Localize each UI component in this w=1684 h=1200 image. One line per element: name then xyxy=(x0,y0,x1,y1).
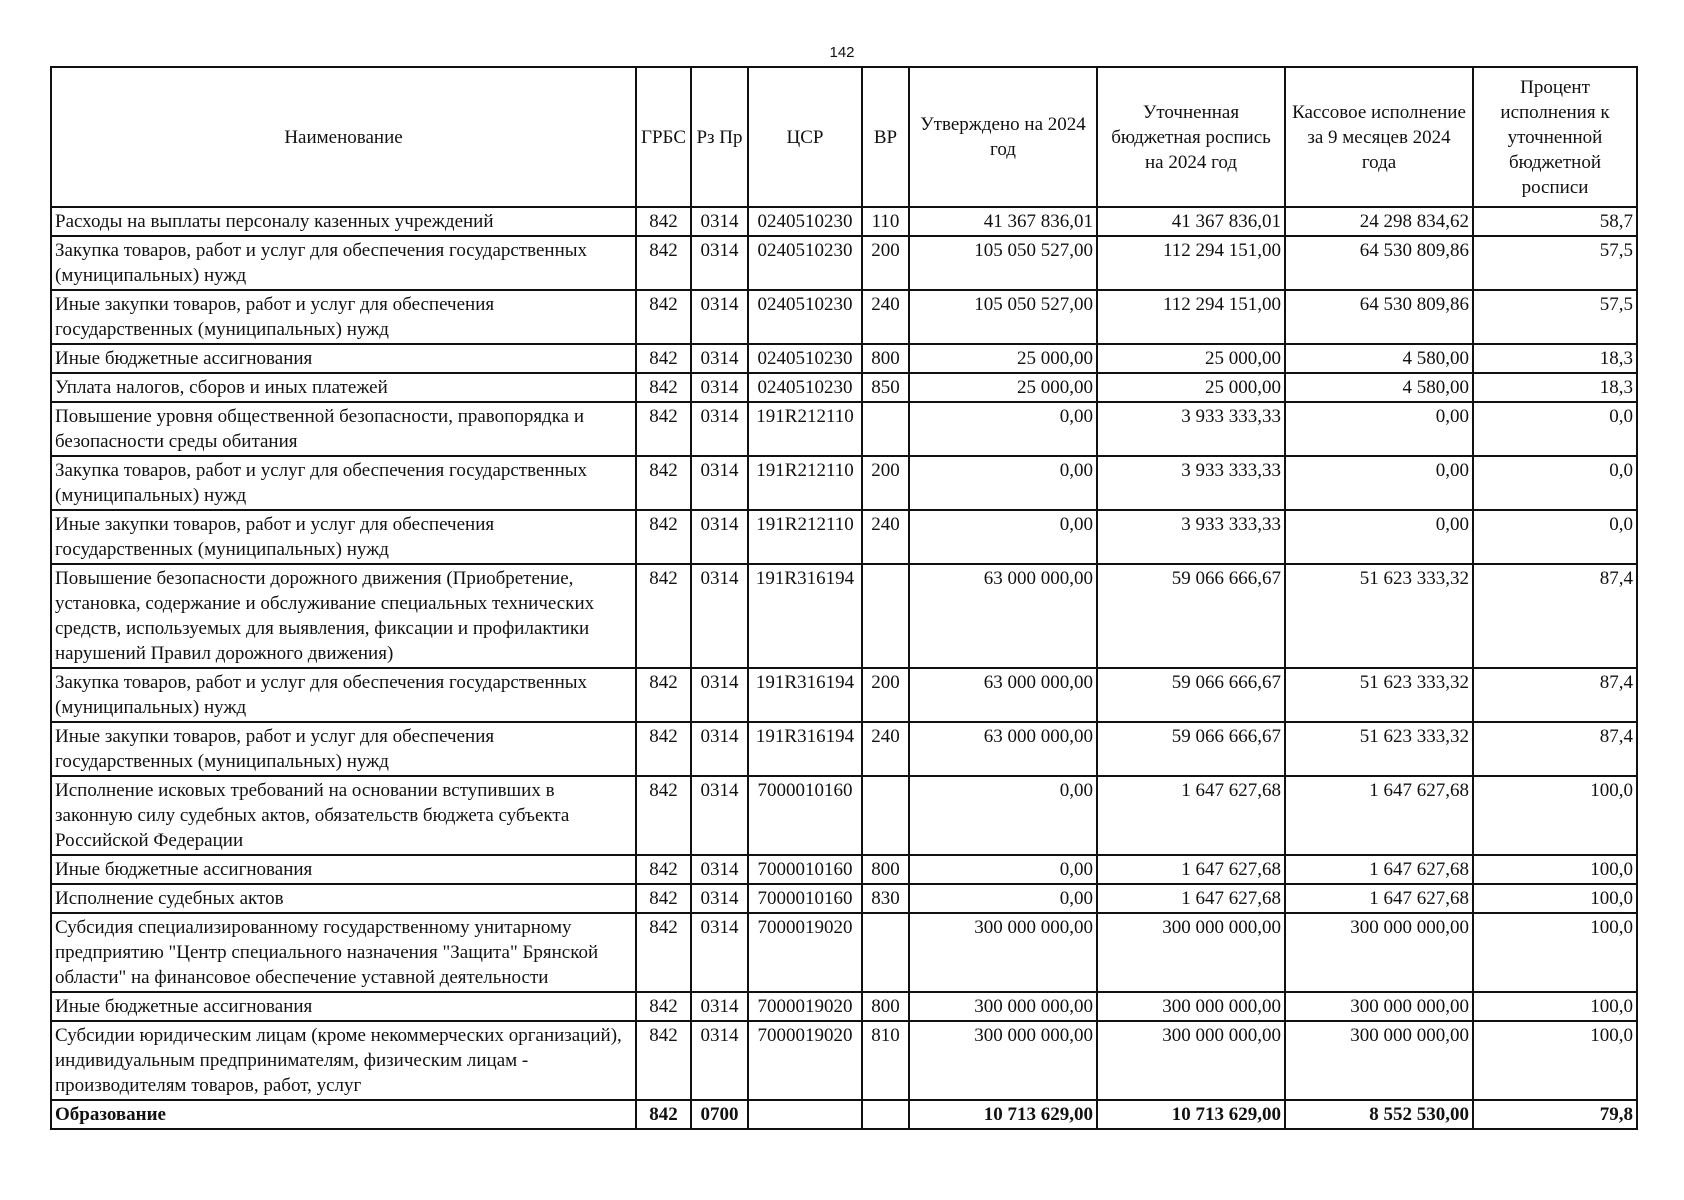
cell-refined: 300 000 000,00 xyxy=(1097,992,1285,1021)
cell-approved: 105 050 527,00 xyxy=(909,290,1097,344)
header-approved: Утверждено на 2024 год xyxy=(909,67,1097,207)
header-vr: ВР xyxy=(862,67,909,207)
cell-cash: 51 623 333,32 xyxy=(1285,722,1473,776)
table-row xyxy=(51,564,1637,668)
cell-rzpr: 0314 xyxy=(691,510,748,564)
cell-cash: 300 000 000,00 xyxy=(1285,1021,1473,1100)
cell-csr: 7000019020 xyxy=(748,1021,862,1100)
cell-vr: 110 xyxy=(862,207,909,236)
cell-csr: 7000010160 xyxy=(748,776,862,855)
cell-grbs: 842 xyxy=(636,290,691,344)
cell-refined: 59 066 666,67 xyxy=(1097,668,1285,722)
table-row xyxy=(51,776,1637,855)
cell-percent: 87,4 xyxy=(1473,722,1637,776)
cell-cash: 64 530 809,86 xyxy=(1285,236,1473,290)
cell-grbs: 842 xyxy=(636,1100,691,1129)
cell-vr: 830 xyxy=(862,884,909,913)
cell-percent: 57,5 xyxy=(1473,290,1637,344)
cell-name: Субсидии юридическим лицам (кроме некоммерческих организаций), индивидуальным предпринимателям, физическим лицам - производителям товаров, работ, услуг xyxy=(51,1021,636,1100)
cell-refined: 25 000,00 xyxy=(1097,344,1285,373)
cell-rzpr: 0314 xyxy=(691,1021,748,1100)
table-row xyxy=(51,884,1637,913)
cell-rzpr: 0314 xyxy=(691,236,748,290)
cell-cash: 24 298 834,62 xyxy=(1285,207,1473,236)
cell-refined: 112 294 151,00 xyxy=(1097,236,1285,290)
cell-csr xyxy=(748,1100,862,1129)
cell-refined: 300 000 000,00 xyxy=(1097,1021,1285,1100)
cell-approved: 10 713 629,00 xyxy=(909,1100,1097,1129)
cell-vr xyxy=(862,1100,909,1129)
cell-grbs: 842 xyxy=(636,344,691,373)
table-row xyxy=(51,456,1637,510)
cell-refined: 3 933 333,33 xyxy=(1097,402,1285,456)
cell-percent: 0,0 xyxy=(1473,402,1637,456)
cell-grbs: 842 xyxy=(636,722,691,776)
cell-refined: 59 066 666,67 xyxy=(1097,722,1285,776)
cell-approved: 63 000 000,00 xyxy=(909,564,1097,668)
cell-name: Уплата налогов, сборов и иных платежей xyxy=(51,373,636,402)
table-row xyxy=(51,722,1637,776)
cell-name: Иные закупки товаров, работ и услуг для обеспечения государственных (муниципальных) нужд xyxy=(51,722,636,776)
cell-name: Исполнение судебных актов xyxy=(51,884,636,913)
table-row xyxy=(51,290,1637,344)
page-number: 142 xyxy=(829,44,855,61)
cell-cash: 300 000 000,00 xyxy=(1285,992,1473,1021)
cell-csr: 191R316194 xyxy=(748,668,862,722)
cell-grbs: 842 xyxy=(636,992,691,1021)
cell-approved: 105 050 527,00 xyxy=(909,236,1097,290)
cell-grbs: 842 xyxy=(636,456,691,510)
cell-rzpr: 0314 xyxy=(691,722,748,776)
table-row xyxy=(51,236,1637,290)
cell-rzpr: 0314 xyxy=(691,290,748,344)
cell-rzpr: 0314 xyxy=(691,776,748,855)
cell-name: Закупка товаров, работ и услуг для обеспечения государственных (муниципальных) нужд xyxy=(51,456,636,510)
cell-refined: 3 933 333,33 xyxy=(1097,456,1285,510)
cell-csr: 191R212110 xyxy=(748,402,862,456)
cell-grbs: 842 xyxy=(636,855,691,884)
cell-refined: 1 647 627,68 xyxy=(1097,855,1285,884)
cell-grbs: 842 xyxy=(636,884,691,913)
cell-grbs: 842 xyxy=(636,1021,691,1100)
cell-percent: 79,8 xyxy=(1473,1100,1637,1129)
cell-csr: 0240510230 xyxy=(748,344,862,373)
table-row xyxy=(51,913,1637,992)
cell-csr: 7000010160 xyxy=(748,855,862,884)
cell-refined: 112 294 151,00 xyxy=(1097,290,1285,344)
cell-refined: 41 367 836,01 xyxy=(1097,207,1285,236)
cell-cash: 51 623 333,32 xyxy=(1285,668,1473,722)
cell-approved: 63 000 000,00 xyxy=(909,722,1097,776)
cell-approved: 300 000 000,00 xyxy=(909,1021,1097,1100)
cell-percent: 100,0 xyxy=(1473,855,1637,884)
cell-vr: 240 xyxy=(862,722,909,776)
cell-cash: 1 647 627,68 xyxy=(1285,855,1473,884)
cell-rzpr: 0314 xyxy=(691,564,748,668)
cell-cash: 8 552 530,00 xyxy=(1285,1100,1473,1129)
cell-refined: 3 933 333,33 xyxy=(1097,510,1285,564)
cell-name: Повышение безопасности дорожного движения (Приобретение, установка, содержание и обслуживание специальных технических средств, используемых для выявления, фиксации и профилактики нарушений Правил дорожного движения) xyxy=(51,564,636,668)
cell-grbs: 842 xyxy=(636,668,691,722)
cell-refined: 59 066 666,67 xyxy=(1097,564,1285,668)
cell-csr: 191R212110 xyxy=(748,510,862,564)
cell-rzpr: 0314 xyxy=(691,668,748,722)
cell-approved: 0,00 xyxy=(909,402,1097,456)
cell-approved: 0,00 xyxy=(909,855,1097,884)
cell-percent: 100,0 xyxy=(1473,992,1637,1021)
cell-csr: 191R316194 xyxy=(748,722,862,776)
cell-cash: 0,00 xyxy=(1285,402,1473,456)
table-row xyxy=(51,207,1637,236)
cell-cash: 300 000 000,00 xyxy=(1285,913,1473,992)
cell-rzpr: 0314 xyxy=(691,402,748,456)
cell-rzpr: 0314 xyxy=(691,992,748,1021)
cell-refined: 1 647 627,68 xyxy=(1097,776,1285,855)
cell-grbs: 842 xyxy=(636,510,691,564)
cell-cash: 4 580,00 xyxy=(1285,373,1473,402)
cell-vr: 200 xyxy=(862,456,909,510)
cell-rzpr: 0314 xyxy=(691,855,748,884)
cell-cash: 64 530 809,86 xyxy=(1285,290,1473,344)
cell-name: Иные бюджетные ассигнования xyxy=(51,344,636,373)
cell-name: Закупка товаров, работ и услуг для обеспечения государственных (муниципальных) нужд xyxy=(51,668,636,722)
header-rzpr: Рз Пр xyxy=(691,67,748,207)
cell-cash: 0,00 xyxy=(1285,510,1473,564)
cell-percent: 87,4 xyxy=(1473,668,1637,722)
cell-refined: 25 000,00 xyxy=(1097,373,1285,402)
cell-approved: 300 000 000,00 xyxy=(909,913,1097,992)
cell-percent: 0,0 xyxy=(1473,456,1637,510)
cell-vr xyxy=(862,776,909,855)
cell-csr: 191R316194 xyxy=(748,564,862,668)
cell-grbs: 842 xyxy=(636,373,691,402)
cell-approved: 0,00 xyxy=(909,456,1097,510)
cell-name: Иные закупки товаров, работ и услуг для обеспечения государственных (муниципальных) нужд xyxy=(51,290,636,344)
cell-vr xyxy=(862,564,909,668)
cell-vr: 800 xyxy=(862,992,909,1021)
cell-approved: 41 367 836,01 xyxy=(909,207,1097,236)
cell-vr: 800 xyxy=(862,344,909,373)
cell-name: Исполнение исковых требований на основании вступивших в законную силу судебных актов, обязательств бюджета субъекта Российской Федерации xyxy=(51,776,636,855)
cell-percent: 57,5 xyxy=(1473,236,1637,290)
cell-vr: 240 xyxy=(862,510,909,564)
cell-csr: 0240510230 xyxy=(748,290,862,344)
cell-refined: 300 000 000,00 xyxy=(1097,913,1285,992)
cell-rzpr: 0314 xyxy=(691,456,748,510)
header-grbs: ГРБС xyxy=(636,67,691,207)
cell-name: Субсидия специализированному государственному унитарному предприятию "Центр специального назначения "Защита" Брянской области" на финансовое обеспечение уставной деятельности xyxy=(51,913,636,992)
table-row xyxy=(51,1100,1637,1129)
cell-csr: 7000010160 xyxy=(748,884,862,913)
cell-grbs: 842 xyxy=(636,564,691,668)
cell-approved: 0,00 xyxy=(909,884,1097,913)
cell-name: Иные бюджетные ассигнования xyxy=(51,992,636,1021)
table-row xyxy=(51,510,1637,564)
table-row xyxy=(51,344,1637,373)
cell-refined: 10 713 629,00 xyxy=(1097,1100,1285,1129)
table-row xyxy=(51,855,1637,884)
cell-vr: 200 xyxy=(862,668,909,722)
cell-vr: 810 xyxy=(862,1021,909,1100)
header-name: Наименование xyxy=(51,67,636,207)
header-row xyxy=(51,67,1637,207)
table-row xyxy=(51,668,1637,722)
table-row xyxy=(51,1021,1637,1100)
cell-approved: 300 000 000,00 xyxy=(909,992,1097,1021)
cell-rzpr: 0314 xyxy=(691,207,748,236)
cell-percent: 58,7 xyxy=(1473,207,1637,236)
cell-rzpr: 0700 xyxy=(691,1100,748,1129)
cell-percent: 18,3 xyxy=(1473,373,1637,402)
table-row xyxy=(51,373,1637,402)
cell-approved: 0,00 xyxy=(909,776,1097,855)
cell-csr: 191R212110 xyxy=(748,456,862,510)
header-refined: Уточненная бюджетная роспись на 2024 год xyxy=(1097,67,1285,207)
cell-refined: 1 647 627,68 xyxy=(1097,884,1285,913)
cell-percent: 100,0 xyxy=(1473,884,1637,913)
cell-csr: 7000019020 xyxy=(748,992,862,1021)
cell-cash: 1 647 627,68 xyxy=(1285,776,1473,855)
cell-percent: 100,0 xyxy=(1473,913,1637,992)
table-row xyxy=(51,992,1637,1021)
cell-vr: 240 xyxy=(862,290,909,344)
cell-cash: 51 623 333,32 xyxy=(1285,564,1473,668)
cell-vr: 800 xyxy=(862,855,909,884)
cell-grbs: 842 xyxy=(636,913,691,992)
cell-grbs: 842 xyxy=(636,402,691,456)
cell-vr xyxy=(862,913,909,992)
cell-csr: 0240510230 xyxy=(748,236,862,290)
cell-name: Иные закупки товаров, работ и услуг для обеспечения государственных (муниципальных) нужд xyxy=(51,510,636,564)
budget-execution-table xyxy=(50,66,1638,1130)
cell-vr: 200 xyxy=(862,236,909,290)
cell-percent: 100,0 xyxy=(1473,1021,1637,1100)
cell-vr xyxy=(862,402,909,456)
cell-grbs: 842 xyxy=(636,236,691,290)
cell-rzpr: 0314 xyxy=(691,344,748,373)
cell-csr: 0240510230 xyxy=(748,373,862,402)
cell-approved: 63 000 000,00 xyxy=(909,668,1097,722)
cell-percent: 87,4 xyxy=(1473,564,1637,668)
cell-vr: 850 xyxy=(862,373,909,402)
cell-approved: 25 000,00 xyxy=(909,373,1097,402)
cell-csr: 0240510230 xyxy=(748,207,862,236)
cell-percent: 18,3 xyxy=(1473,344,1637,373)
cell-rzpr: 0314 xyxy=(691,913,748,992)
cell-grbs: 842 xyxy=(636,776,691,855)
cell-cash: 4 580,00 xyxy=(1285,344,1473,373)
cell-rzpr: 0314 xyxy=(691,373,748,402)
cell-csr: 7000019020 xyxy=(748,913,862,992)
cell-cash: 1 647 627,68 xyxy=(1285,884,1473,913)
cell-percent: 0,0 xyxy=(1473,510,1637,564)
cell-cash: 0,00 xyxy=(1285,456,1473,510)
cell-approved: 0,00 xyxy=(909,510,1097,564)
header-cash: Кассовое исполнение за 9 месяцев 2024 года xyxy=(1285,67,1473,207)
cell-grbs: 842 xyxy=(636,207,691,236)
header-csr: ЦСР xyxy=(748,67,862,207)
cell-approved: 25 000,00 xyxy=(909,344,1097,373)
cell-name: Расходы на выплаты персоналу казенных учреждений xyxy=(51,207,636,236)
cell-name: Иные бюджетные ассигнования xyxy=(51,855,636,884)
cell-name: Повышение уровня общественной безопасности, правопорядка и безопасности среды обитания xyxy=(51,402,636,456)
header-percent: Процент исполнения к уточненной бюджетной росписи xyxy=(1473,67,1637,207)
cell-name: Образование xyxy=(51,1100,636,1129)
cell-percent: 100,0 xyxy=(1473,776,1637,855)
table-row xyxy=(51,402,1637,456)
cell-name: Закупка товаров, работ и услуг для обеспечения государственных (муниципальных) нужд xyxy=(51,236,636,290)
cell-rzpr: 0314 xyxy=(691,884,748,913)
